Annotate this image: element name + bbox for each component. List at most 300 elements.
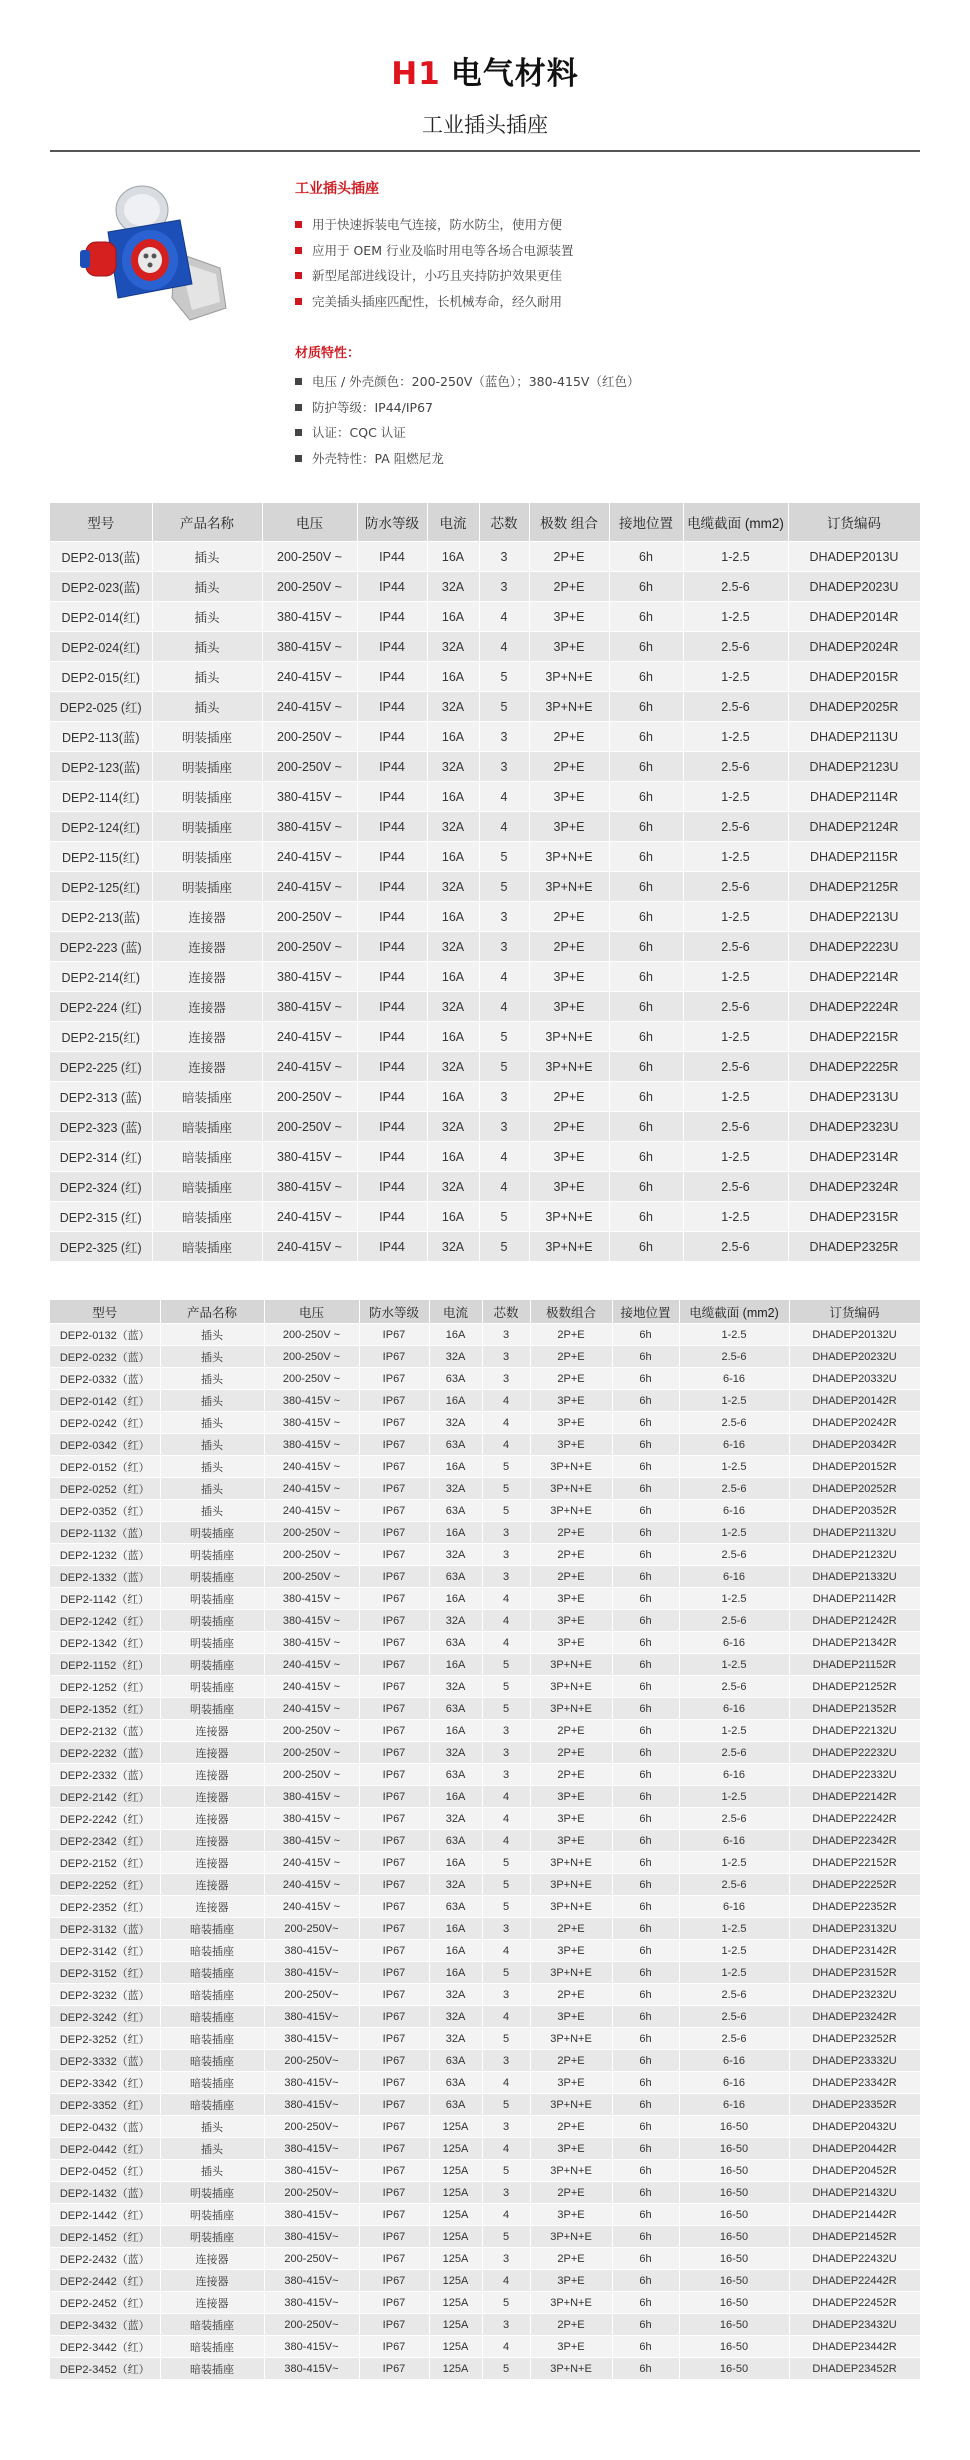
table-cell: 6h xyxy=(612,1324,679,1346)
table-cell: 6h xyxy=(612,1478,679,1500)
column-header: 订货编码 xyxy=(789,1300,920,1324)
table-cell: 4 xyxy=(482,1610,530,1632)
table-cell: 6-16 xyxy=(679,1698,789,1720)
table-cell: 2.5-6 xyxy=(683,1232,788,1262)
table-cell: DHADEP21242R xyxy=(789,1610,920,1632)
table-cell: 1-2.5 xyxy=(679,1786,789,1808)
table-cell: 3 xyxy=(479,1082,529,1112)
column-header: 接地位置 xyxy=(612,1300,679,1324)
table-row xyxy=(50,1808,920,1830)
table-cell: 16A xyxy=(429,1720,482,1742)
table-cell: 暗装插座 xyxy=(160,2094,264,2116)
table-cell: 6h xyxy=(612,1720,679,1742)
table-cell: 3 xyxy=(482,2182,530,2204)
table-cell: 380-415V ~ xyxy=(262,1142,357,1172)
table-cell: 32A xyxy=(429,1808,482,1830)
table-cell: 3P+N+E xyxy=(530,2292,612,2314)
table-cell: DEP2-1252（红） xyxy=(50,1676,160,1698)
table-cell: 63A xyxy=(429,1698,482,1720)
table-cell: 4 xyxy=(482,1786,530,1808)
table-cell: 3P+E xyxy=(530,1434,612,1456)
table-cell: 2.5-6 xyxy=(683,692,788,722)
table-cell: 6h xyxy=(612,1522,679,1544)
table-cell: 380-415V~ xyxy=(264,2072,359,2094)
table-cell: 32A xyxy=(429,1610,482,1632)
table-cell: 3 xyxy=(482,1346,530,1368)
table-cell: DHADEP23132U xyxy=(789,1918,920,1940)
table-cell: DHADEP21152R xyxy=(789,1654,920,1676)
table-cell: 5 xyxy=(479,842,529,872)
table-row xyxy=(50,1434,920,1456)
table-cell: DEP2-1152（红） xyxy=(50,1654,160,1676)
table-cell: 6h xyxy=(612,2292,679,2314)
table-cell: DEP2-1242（红） xyxy=(50,1610,160,1632)
table-cell: DHADEP2323U xyxy=(788,1112,920,1142)
table-cell: DHADEP22132U xyxy=(789,1720,920,1742)
table-cell: DHADEP20342R xyxy=(789,1434,920,1456)
table-cell: IP67 xyxy=(359,2160,429,2182)
table-cell: 6-16 xyxy=(679,1632,789,1654)
table-cell: DEP2-1432（蓝） xyxy=(50,2182,160,2204)
table-cell: 6h xyxy=(612,2270,679,2292)
table-cell: 3P+E xyxy=(530,1940,612,1962)
table-cell: 380-415V~ xyxy=(264,2160,359,2182)
column-header: 产品名称 xyxy=(160,1300,264,1324)
table-cell: 5 xyxy=(482,1456,530,1478)
table-cell: DEP2-223 (蓝) xyxy=(50,932,152,962)
table-cell: 1-2.5 xyxy=(683,602,788,632)
table-cell: 4 xyxy=(482,1940,530,1962)
table-cell: DHADEP23142R xyxy=(789,1940,920,1962)
table-cell: 380-415V~ xyxy=(264,2028,359,2050)
table-cell: 200-250V~ xyxy=(264,2314,359,2336)
table-cell: 5 xyxy=(482,2226,530,2248)
table-cell: DHADEP2025R xyxy=(788,692,920,722)
table-cell: IP67 xyxy=(359,2270,429,2292)
table-cell: IP44 xyxy=(357,722,427,752)
table-cell: 3P+E xyxy=(530,1808,612,1830)
table-cell: DHADEP23232U xyxy=(789,1984,920,2006)
table-cell: 6h xyxy=(609,992,683,1022)
table-cell: 200-250V ~ xyxy=(264,1324,359,1346)
table-cell: 1-2.5 xyxy=(683,1142,788,1172)
table-cell: 明装插座 xyxy=(160,1698,264,1720)
table-cell: 125A xyxy=(429,2182,482,2204)
table-cell: 5 xyxy=(482,1896,530,1918)
table-cell: 4 xyxy=(482,1808,530,1830)
table-cell: IP67 xyxy=(359,2072,429,2094)
table-cell: 插头 xyxy=(160,1434,264,1456)
page-subtitle: 工业插头插座 xyxy=(422,113,548,137)
table-cell: 暗装插座 xyxy=(152,1202,262,1232)
table-row xyxy=(50,2050,920,2072)
table-cell: IP67 xyxy=(359,2138,429,2160)
table-row xyxy=(50,602,920,632)
table-cell: 16A xyxy=(429,1654,482,1676)
table-cell: DEP2-1332（蓝） xyxy=(50,1566,160,1588)
table-cell: DEP2-2132（蓝） xyxy=(50,1720,160,1742)
table-cell: 6-16 xyxy=(679,2050,789,2072)
table-cell: 240-415V ~ xyxy=(264,1852,359,1874)
table-row xyxy=(50,1500,920,1522)
table-cell: DHADEP23452R xyxy=(789,2358,920,2380)
table-row xyxy=(50,992,920,1022)
table-cell: 3P+N+E xyxy=(529,692,609,722)
table-cell: 插头 xyxy=(152,692,262,722)
table-row xyxy=(50,1324,920,1346)
table-cell: 6h xyxy=(612,2138,679,2160)
table-row xyxy=(50,2006,920,2028)
table-cell: DEP2-1232（蓝） xyxy=(50,1544,160,1566)
table-cell: 16A xyxy=(429,1390,482,1412)
table-cell: DEP2-015(红) xyxy=(50,662,152,692)
table-cell: 16A xyxy=(429,1324,482,1346)
table-cell: 2P+E xyxy=(529,1082,609,1112)
table-cell: 连接器 xyxy=(160,2248,264,2270)
table-row xyxy=(50,1962,920,1984)
table-cell: 3P+N+E xyxy=(530,2094,612,2116)
column-header: 电缆截面 (mm2) xyxy=(679,1300,789,1324)
table-cell: IP44 xyxy=(357,1172,427,1202)
table-cell: 2P+E xyxy=(530,1368,612,1390)
brand-title xyxy=(0,48,970,93)
table-cell: DHADEP23342R xyxy=(789,2072,920,2094)
table-cell: 明装插座 xyxy=(152,722,262,752)
table-row xyxy=(50,2116,920,2138)
table-cell: 6h xyxy=(609,872,683,902)
table-cell: IP44 xyxy=(357,542,427,572)
column-header: 防水等级 xyxy=(357,503,427,542)
table-cell: 6h xyxy=(609,932,683,962)
table-cell: IP44 xyxy=(357,782,427,812)
table-cell: 125A xyxy=(429,2270,482,2292)
table-cell: 16-50 xyxy=(679,2226,789,2248)
table-cell: 16A xyxy=(427,1202,479,1232)
table-row xyxy=(50,2248,920,2270)
table-cell: 63A xyxy=(429,1632,482,1654)
table-cell: 240-415V ~ xyxy=(262,692,357,722)
column-header: 电流 xyxy=(429,1300,482,1324)
table-header-row xyxy=(50,1300,920,1324)
table-cell: 4 xyxy=(482,1588,530,1610)
table-cell: 1-2.5 xyxy=(683,722,788,752)
table-cell: IP67 xyxy=(359,1984,429,2006)
table-cell: 3 xyxy=(482,2314,530,2336)
table-cell: 380-415V ~ xyxy=(262,812,357,842)
table-row xyxy=(50,1082,920,1112)
table-cell: 1-2.5 xyxy=(683,542,788,572)
table-cell: DHADEP22452R xyxy=(789,2292,920,2314)
table-cell: DHADEP22442R xyxy=(789,2270,920,2292)
table-cell: 200-250V ~ xyxy=(262,572,357,602)
table-cell: 6h xyxy=(612,1412,679,1434)
table-row xyxy=(50,1346,920,1368)
table-cell: 200-250V ~ xyxy=(264,1522,359,1544)
page-header xyxy=(0,0,970,139)
table-cell: 明装插座 xyxy=(152,782,262,812)
table-cell: 125A xyxy=(429,2248,482,2270)
table-cell: DHADEP20432U xyxy=(789,2116,920,2138)
table-cell: 3P+E xyxy=(530,1632,612,1654)
table-cell: DHADEP2023U xyxy=(788,572,920,602)
table-cell: 16-50 xyxy=(679,2248,789,2270)
table-cell: 1-2.5 xyxy=(683,662,788,692)
table-cell: DHADEP21142R xyxy=(789,1588,920,1610)
table-cell: DEP2-114(红) xyxy=(50,782,152,812)
table-cell: 3P+N+E xyxy=(529,662,609,692)
feature-list xyxy=(295,212,895,314)
table-cell: DEP2-3452（红） xyxy=(50,2358,160,2380)
table-cell: IP44 xyxy=(357,872,427,902)
table-cell: 6h xyxy=(609,602,683,632)
table-cell: DHADEP21132U xyxy=(789,1522,920,1544)
table-cell: 暗装插座 xyxy=(160,2006,264,2028)
table-cell: IP44 xyxy=(357,662,427,692)
table-cell: 125A xyxy=(429,2336,482,2358)
table-cell: 明装插座 xyxy=(152,842,262,872)
table-cell: IP67 xyxy=(359,1434,429,1456)
table-cell: 连接器 xyxy=(152,932,262,962)
table-cell: DHADEP20232U xyxy=(789,1346,920,1368)
table-cell: DEP2-123(蓝) xyxy=(50,752,152,782)
table-cell: 3 xyxy=(482,2050,530,2072)
table-cell: 插头 xyxy=(160,1368,264,1390)
table-cell: 200-250V~ xyxy=(264,2182,359,2204)
table-cell: 4 xyxy=(479,632,529,662)
table-cell: 16-50 xyxy=(679,2336,789,2358)
table-cell: DEP2-0352（红） xyxy=(50,1500,160,1522)
table-cell: DHADEP23252R xyxy=(789,2028,920,2050)
table-cell: 连接器 xyxy=(160,1896,264,1918)
table-cell: 380-415V~ xyxy=(264,2138,359,2160)
table-row xyxy=(50,2204,920,2226)
table-cell: 1-2.5 xyxy=(683,842,788,872)
table-cell: 插头 xyxy=(160,1500,264,1522)
table-cell: 2P+E xyxy=(530,1720,612,1742)
table-cell: 63A xyxy=(429,1500,482,1522)
table-cell: 380-415V ~ xyxy=(264,1786,359,1808)
table-row xyxy=(50,572,920,602)
table-row xyxy=(50,2028,920,2050)
table-cell: 6h xyxy=(609,962,683,992)
table-row xyxy=(50,1742,920,1764)
table-cell: DEP2-013(蓝) xyxy=(50,542,152,572)
table-cell: 5 xyxy=(479,1052,529,1082)
table-cell: DEP2-314 (红) xyxy=(50,1142,152,1172)
table-cell: 200-250V ~ xyxy=(264,1720,359,1742)
table-cell: 6h xyxy=(612,1632,679,1654)
table-cell: IP67 xyxy=(359,2116,429,2138)
table-cell: 6h xyxy=(612,2006,679,2028)
table-cell: IP67 xyxy=(359,1588,429,1610)
table-cell: 32A xyxy=(427,692,479,722)
table-row xyxy=(50,2336,920,2358)
table-cell: 5 xyxy=(479,1232,529,1262)
table-cell: 3P+E xyxy=(529,812,609,842)
table-cell: 6h xyxy=(609,1112,683,1142)
table-cell: DHADEP2225R xyxy=(788,1052,920,1082)
table-cell: 380-415V~ xyxy=(264,2006,359,2028)
table-cell: 暗装插座 xyxy=(160,1962,264,1984)
table-cell: IP67 xyxy=(359,1896,429,1918)
table-cell: 2P+E xyxy=(529,752,609,782)
table-cell: 16A xyxy=(427,662,479,692)
table-cell: IP44 xyxy=(357,1112,427,1142)
table-cell: DEP2-1442（红） xyxy=(50,2204,160,2226)
table-cell: 暗装插座 xyxy=(160,1984,264,2006)
table-cell: 连接器 xyxy=(160,1830,264,1852)
table-cell: 3P+E xyxy=(529,1142,609,1172)
table-cell: 63A xyxy=(429,1764,482,1786)
table-cell: 3P+N+E xyxy=(529,1022,609,1052)
table-cell: 2.5-6 xyxy=(683,1172,788,1202)
table-cell: 6h xyxy=(612,1918,679,1940)
table-cell: DEP2-3142（红） xyxy=(50,1940,160,1962)
table-cell: 380-415V ~ xyxy=(264,1632,359,1654)
table-cell: 2P+E xyxy=(529,572,609,602)
table-cell: DHADEP20452R xyxy=(789,2160,920,2182)
table-cell: DHADEP22432U xyxy=(789,2248,920,2270)
table-cell: 2P+E xyxy=(530,1764,612,1786)
table-cell: 6h xyxy=(609,752,683,782)
table-cell: 3P+N+E xyxy=(530,2226,612,2248)
table-cell: IP44 xyxy=(357,1022,427,1052)
table-cell: 暗装插座 xyxy=(160,2336,264,2358)
table-cell: 插头 xyxy=(152,602,262,632)
table-row xyxy=(50,752,920,782)
table-cell: 明装插座 xyxy=(152,872,262,902)
table-cell: 5 xyxy=(482,1852,530,1874)
table-cell: 5 xyxy=(479,872,529,902)
table-cell: DHADEP21332U xyxy=(789,1566,920,1588)
table-cell: DEP2-2152（红） xyxy=(50,1852,160,1874)
table-cell: 2.5-6 xyxy=(679,1544,789,1566)
table-cell: 32A xyxy=(429,1478,482,1500)
table-cell: 16-50 xyxy=(679,2358,789,2380)
table-cell: 2P+E xyxy=(529,932,609,962)
table-cell: 插头 xyxy=(160,2160,264,2182)
table-cell: 63A xyxy=(429,2072,482,2094)
feature-item: 新型尾部进线设计，小巧且夹持防护效果更佳 xyxy=(295,263,895,289)
table-cell: 4 xyxy=(479,1172,529,1202)
table-cell: 明装插座 xyxy=(160,1566,264,1588)
table-cell: 6h xyxy=(612,2182,679,2204)
table-cell: 125A xyxy=(429,2138,482,2160)
table-cell: 200-250V ~ xyxy=(264,1566,359,1588)
table-cell: 6h xyxy=(609,1022,683,1052)
table-cell: 6h xyxy=(612,2314,679,2336)
table-cell: DHADEP2125R xyxy=(788,872,920,902)
brand-code: H1 xyxy=(391,56,441,92)
table-cell: IP67 xyxy=(359,1478,429,1500)
table-cell: IP44 xyxy=(357,842,427,872)
table-cell: DHADEP2325R xyxy=(788,1232,920,1262)
table-cell: 380-415V~ xyxy=(264,2292,359,2314)
table-cell: 32A xyxy=(429,2028,482,2050)
table-cell: DEP2-014(红) xyxy=(50,602,152,632)
table-cell: 200-250V ~ xyxy=(262,752,357,782)
table-cell: DEP2-225 (红) xyxy=(50,1052,152,1082)
table-cell: 6h xyxy=(612,1896,679,1918)
table-cell: 6h xyxy=(612,2028,679,2050)
table-row xyxy=(50,1786,920,1808)
table-cell: 明装插座 xyxy=(160,1588,264,1610)
table-cell: 暗装插座 xyxy=(160,2028,264,2050)
table-cell: 32A xyxy=(427,812,479,842)
table-cell: 32A xyxy=(427,632,479,662)
table-cell: IP67 xyxy=(359,1456,429,1478)
table-cell: 3P+E xyxy=(530,1412,612,1434)
table-cell: 5 xyxy=(479,692,529,722)
table-cell: 200-250V ~ xyxy=(264,1544,359,1566)
table-cell: 16A xyxy=(427,542,479,572)
table-cell: DEP2-1352（红） xyxy=(50,1698,160,1720)
table-cell: 4 xyxy=(482,1412,530,1434)
table-cell: 6h xyxy=(612,2116,679,2138)
table-cell: 1-2.5 xyxy=(679,1324,789,1346)
table-cell: 380-415V ~ xyxy=(262,632,357,662)
table-cell: 2P+E xyxy=(530,1324,612,1346)
table-cell: DEP2-0132（蓝） xyxy=(50,1324,160,1346)
table-cell: DHADEP2024R xyxy=(788,632,920,662)
table-cell: 63A xyxy=(429,1434,482,1456)
column-header: 极数 组合 xyxy=(529,503,609,542)
table-cell: 5 xyxy=(482,2160,530,2182)
table-cell: 32A xyxy=(429,1412,482,1434)
table-cell: DHADEP2224R xyxy=(788,992,920,1022)
table-cell: 6h xyxy=(612,1456,679,1478)
table-row xyxy=(50,1610,920,1632)
table-cell: DEP2-2442（红） xyxy=(50,2270,160,2292)
table-cell: 16A xyxy=(427,1142,479,1172)
table-cell: 连接器 xyxy=(160,2270,264,2292)
table-cell: 380-415V ~ xyxy=(264,1830,359,1852)
table-cell: 插头 xyxy=(160,1478,264,1500)
table-cell: 380-415V ~ xyxy=(264,1808,359,1830)
table-cell: IP67 xyxy=(359,2314,429,2336)
table-cell: 6h xyxy=(612,1808,679,1830)
table-cell: 380-415V~ xyxy=(264,1962,359,1984)
table-cell: IP44 xyxy=(357,692,427,722)
table-cell: 32A xyxy=(427,1112,479,1142)
table-cell: 5 xyxy=(482,2028,530,2050)
table-cell: DHADEP22152R xyxy=(789,1852,920,1874)
table-cell: DHADEP2115R xyxy=(788,842,920,872)
table-cell: 380-415V~ xyxy=(264,2358,359,2380)
table-cell: 6-16 xyxy=(679,1896,789,1918)
table-cell: 2.5-6 xyxy=(683,1112,788,1142)
table-cell: 16A xyxy=(429,1852,482,1874)
table-cell: IP67 xyxy=(359,1918,429,1940)
table-cell: 200-250V ~ xyxy=(264,1764,359,1786)
table-cell: 16A xyxy=(427,902,479,932)
table-cell: 2P+E xyxy=(529,542,609,572)
table-cell: 明装插座 xyxy=(160,1522,264,1544)
table-row xyxy=(50,1852,920,1874)
table-row xyxy=(50,1940,920,1962)
table-cell: DEP2-124(红) xyxy=(50,812,152,842)
table-cell: 连接器 xyxy=(160,1874,264,1896)
table-cell: 16A xyxy=(429,1940,482,1962)
table-cell: 6h xyxy=(609,662,683,692)
table-cell: 32A xyxy=(427,872,479,902)
table-cell: 3P+N+E xyxy=(530,2358,612,2380)
table-row xyxy=(50,2072,920,2094)
table-cell: 380-415V ~ xyxy=(262,1172,357,1202)
table-cell: 3 xyxy=(482,1742,530,1764)
table-cell: 16-50 xyxy=(679,2314,789,2336)
table-cell: DHADEP21342R xyxy=(789,1632,920,1654)
